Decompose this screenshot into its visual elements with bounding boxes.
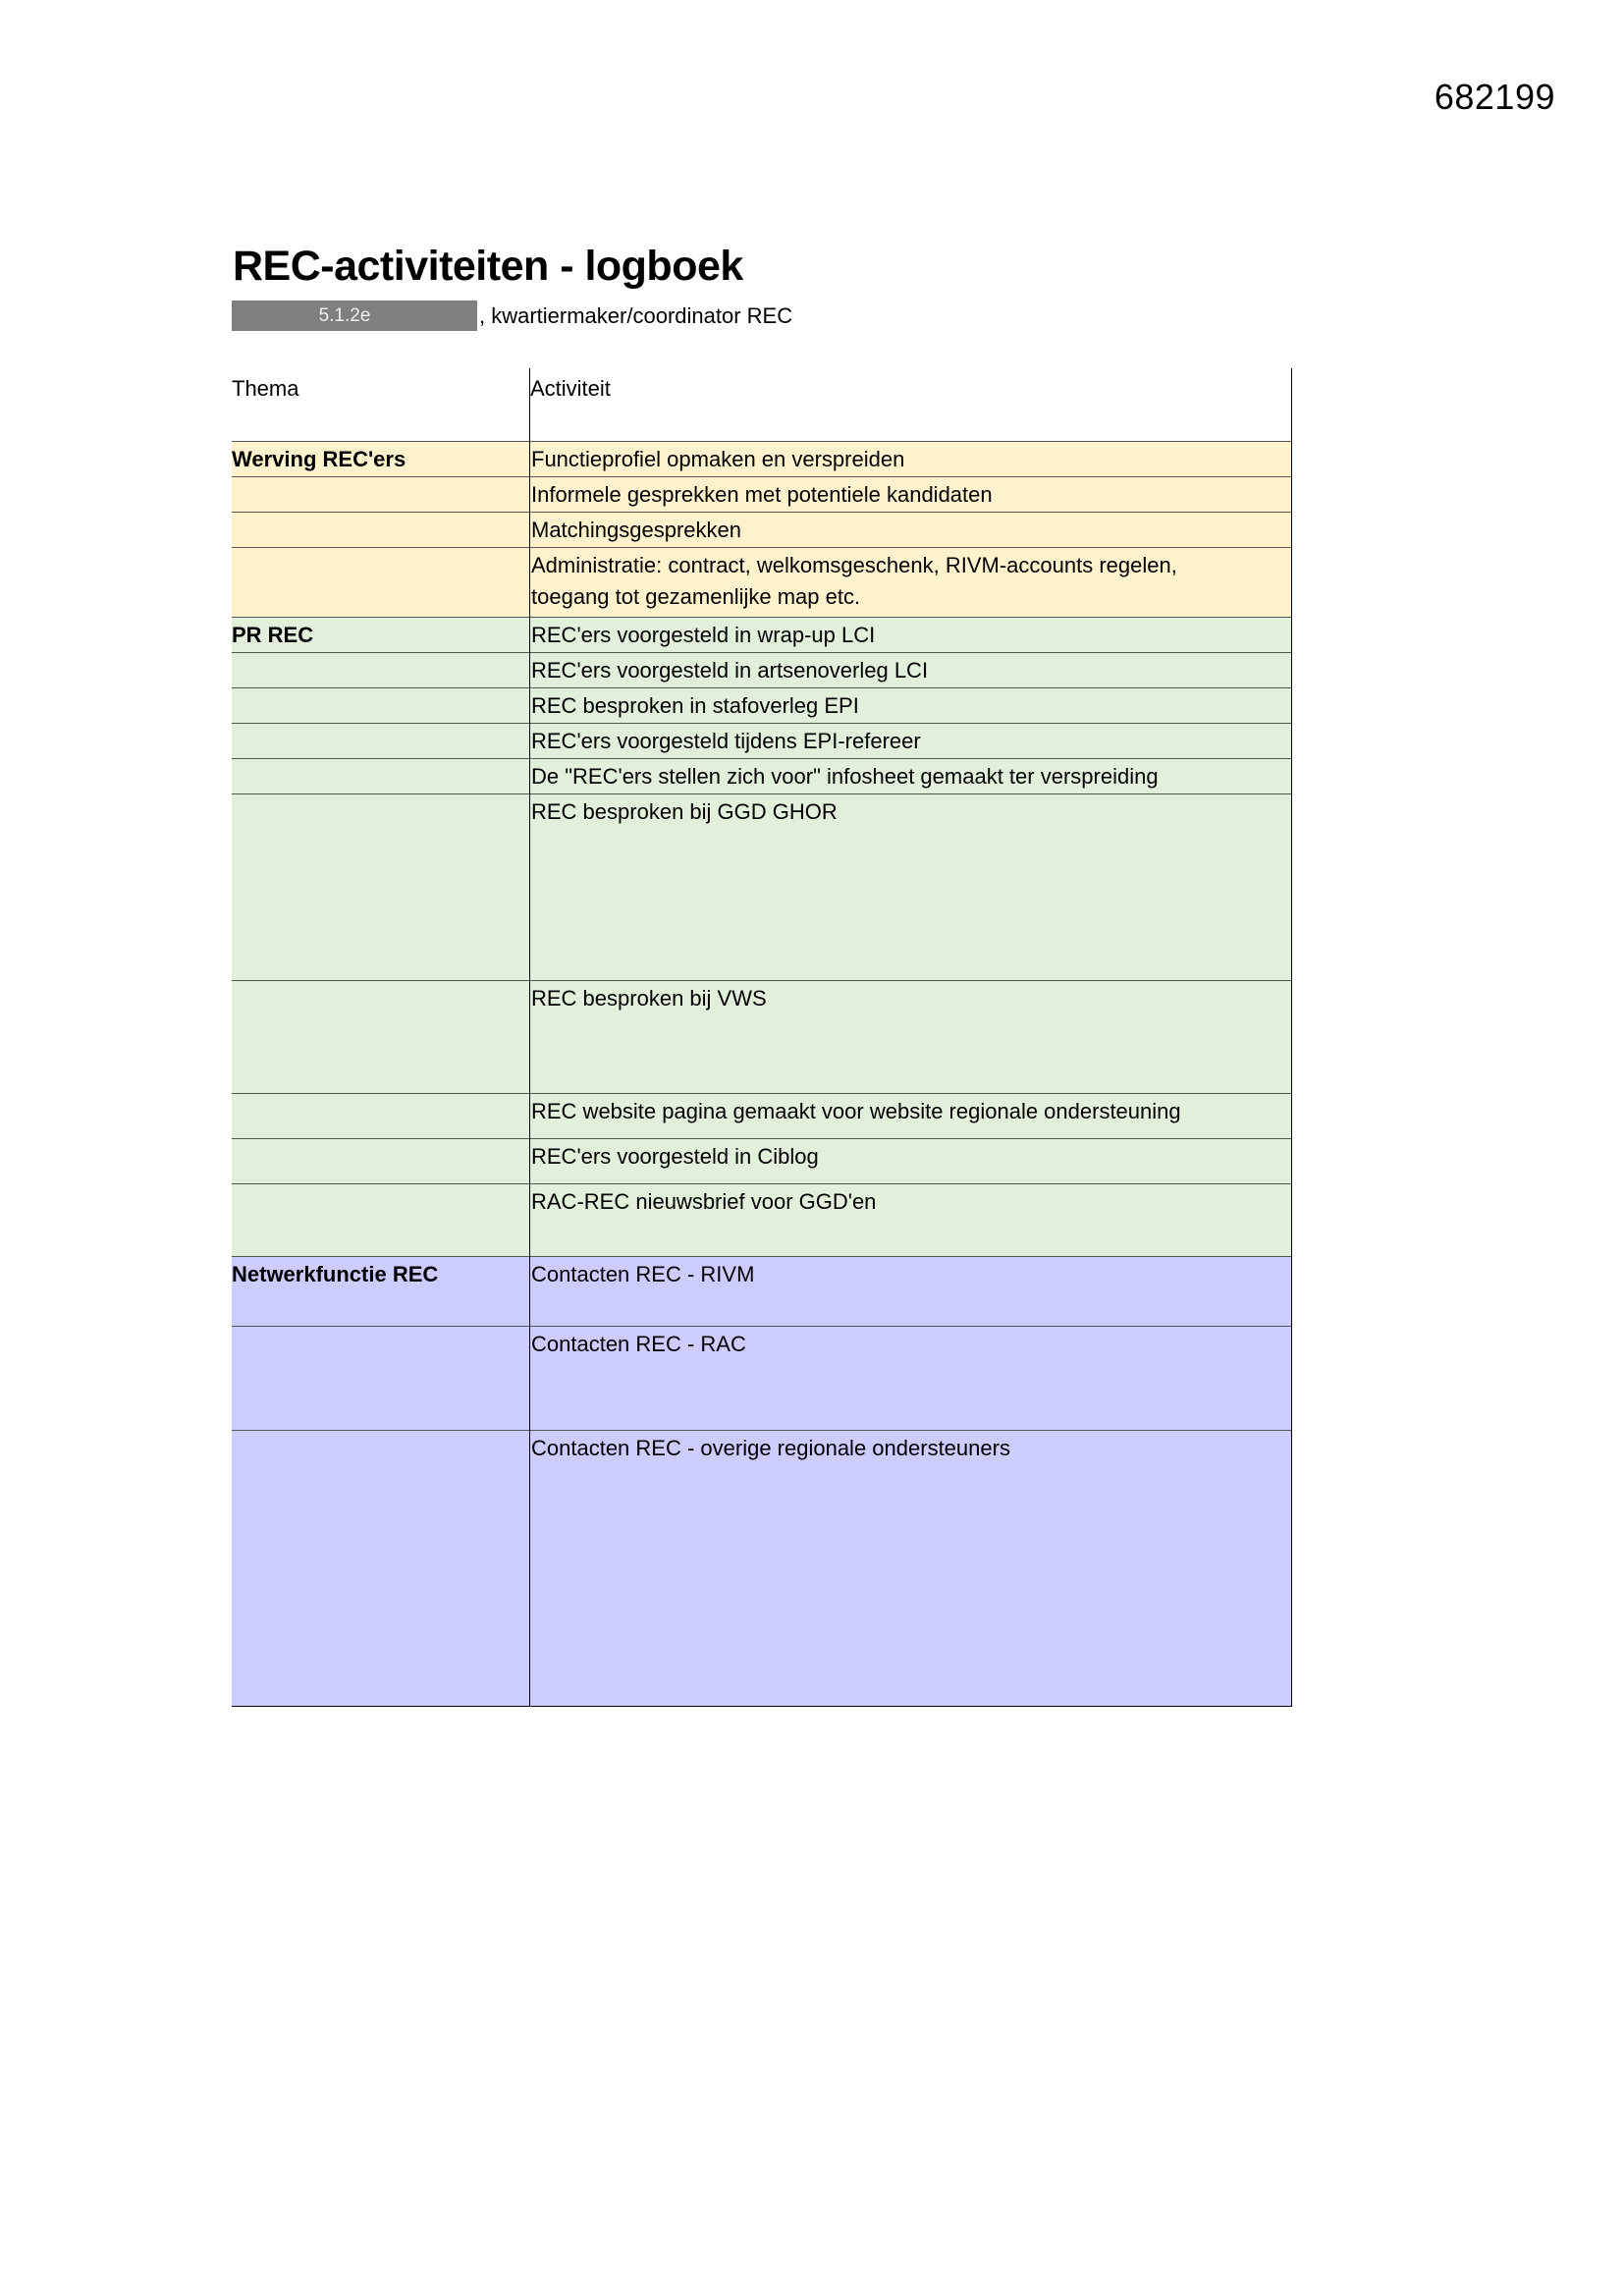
- table-row: [232, 442, 1292, 477]
- table-row: [232, 513, 1292, 548]
- table-row: [232, 981, 1292, 1094]
- document-number: 682199: [1434, 77, 1555, 117]
- table-row: [232, 724, 1292, 759]
- table-row: [232, 618, 1292, 653]
- thema-label: Werving REC'ers: [232, 447, 406, 471]
- activity-text: REC'ers voorgesteld in wrap-up LCI: [531, 623, 876, 647]
- table-row: [232, 794, 1292, 981]
- activity-text: Contacten REC - RAC: [531, 1332, 746, 1356]
- activity-text: Functieprofiel opmaken en verspreiden: [531, 447, 905, 471]
- activity-text: Contacten REC - RIVM: [531, 1262, 755, 1286]
- activity-text: REC'ers voorgesteld tijdens EPI-refereer: [531, 729, 921, 753]
- activity-text: REC besproken bij VWS: [531, 986, 767, 1011]
- subtitle: [232, 300, 792, 332]
- activity-text: REC'ers voorgesteld in Ciblog: [531, 1144, 819, 1169]
- table-row: [232, 653, 1292, 688]
- page-title: REC-activiteiten - logboek: [233, 243, 743, 290]
- activity-text: REC'ers voorgesteld in artsenoverleg LCI: [531, 658, 929, 683]
- table-row: [232, 477, 1292, 513]
- activity-text: Administratie: contract, welkomsgeschenk, RIVM-accounts regelen, toegang tot gezamenlijke map etc.: [531, 553, 1177, 609]
- activity-text: Matchingsgesprekken: [531, 518, 742, 542]
- header-activiteit: Activiteit: [530, 368, 1292, 442]
- thema-label: Netwerkfunctie REC: [232, 1262, 439, 1286]
- activity-text: REC website pagina gemaakt voor website regionale ondersteuning: [531, 1099, 1181, 1123]
- table-row: [232, 759, 1292, 794]
- thema-label: PR REC: [232, 623, 314, 647]
- activity-text: Informele gesprekken met potentiele kandidaten: [531, 482, 993, 507]
- table-row: [232, 1327, 1292, 1431]
- activity-text: Contacten REC - overige regionale ondersteuners: [531, 1436, 1010, 1460]
- table-row: [232, 1431, 1292, 1707]
- table-row: [232, 548, 1292, 618]
- activity-text: REC besproken bij GGD GHOR: [531, 799, 838, 824]
- table-row: [232, 1094, 1292, 1139]
- header-thema: Thema: [232, 376, 299, 401]
- redaction-box: 5.1.2e: [232, 301, 477, 331]
- table-row: [232, 1139, 1292, 1184]
- table-row: [232, 688, 1292, 724]
- activity-text: REC besproken in stafoverleg EPI: [531, 693, 859, 718]
- table-header-row: [232, 368, 1292, 442]
- activity-text: De "REC'ers stellen zich voor" infosheet gemaakt ter verspreiding: [531, 764, 1159, 789]
- subtitle-role: , kwartiermaker/coordinator REC: [479, 302, 793, 328]
- activity-text: RAC-REC nieuwsbrief voor GGD'en: [531, 1189, 877, 1214]
- activity-log-table: [232, 368, 1292, 1707]
- table-row: [232, 1257, 1292, 1327]
- table-row: [232, 1184, 1292, 1257]
